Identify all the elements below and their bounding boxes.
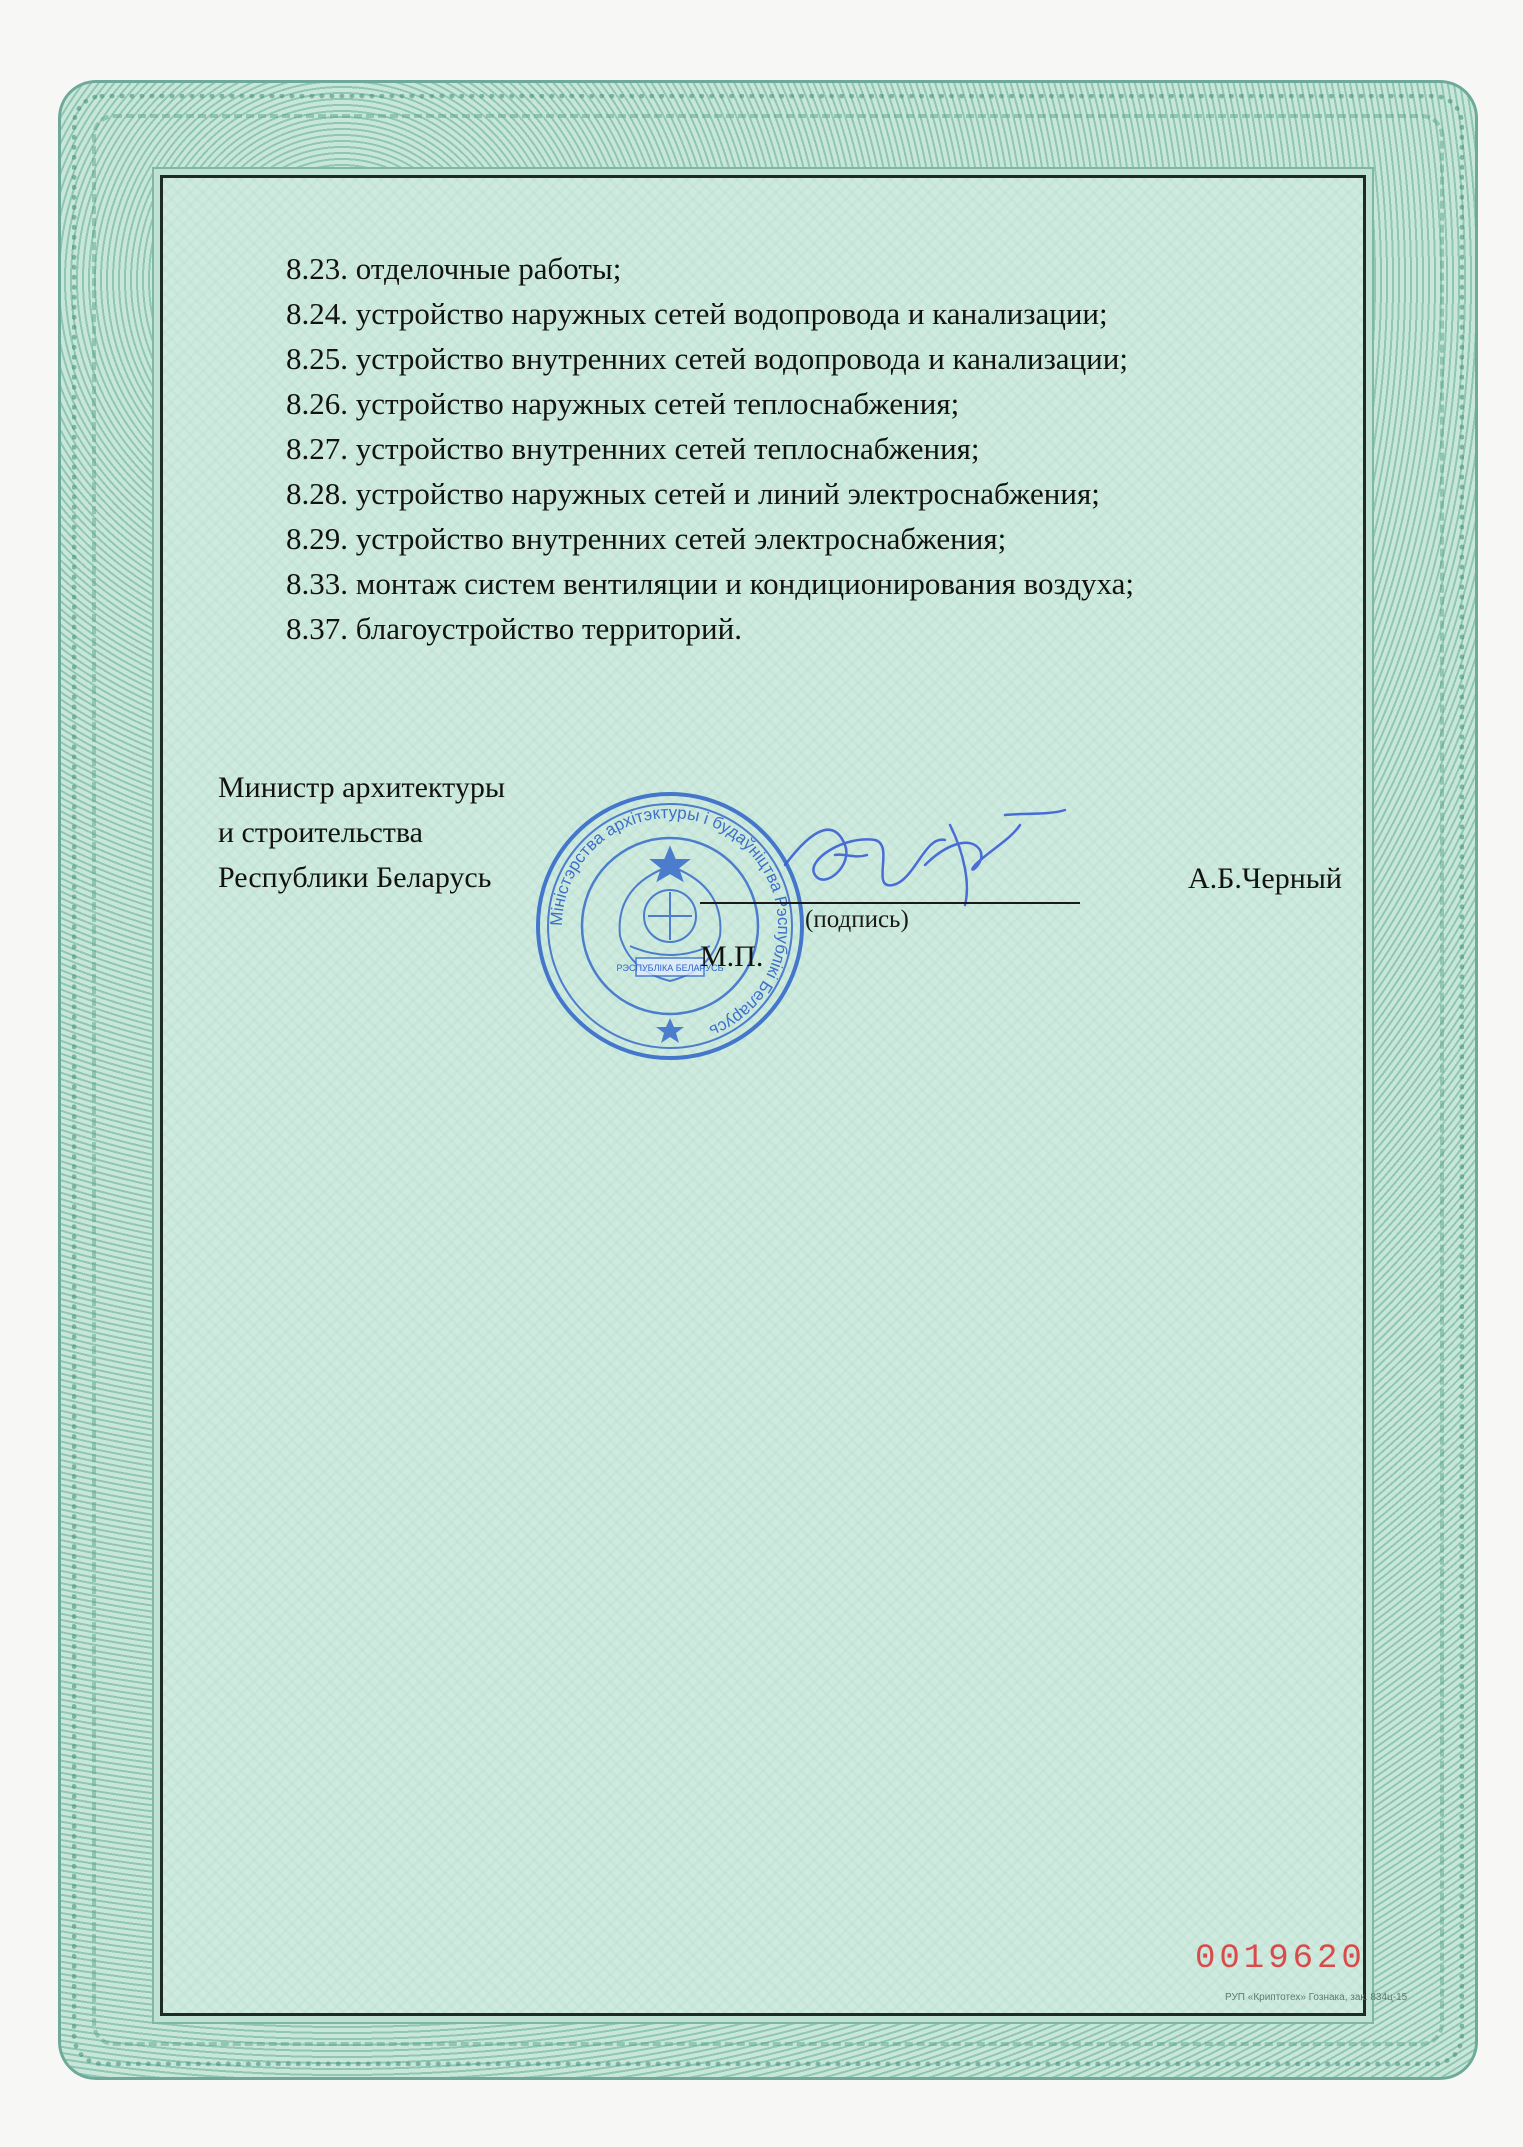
work-types-list: [286, 246, 1134, 651]
list-item: 8.25. устройство внутренних сетей водопровода и канализации;: [286, 341, 1128, 376]
list-item: 8.33. монтаж систем вентиляции и кондиционирования воздуха;: [286, 566, 1134, 601]
list-item: 8.24. устройство наружных сетей водопровода и канализации;: [286, 296, 1108, 331]
signature-caption: (подпись): [805, 906, 909, 933]
printer-note: РУП «Криптотех» Гознака, зак. 834ц-15: [1225, 1992, 1408, 2003]
signatory-line-1: Министр архитектуры: [218, 771, 505, 804]
signatory-line-2: и строительства: [218, 816, 423, 849]
signatory-name: А.Б.Черный: [1188, 862, 1342, 895]
serial-number: 0019620: [1195, 1940, 1366, 1978]
official-seal-icon: [530, 786, 810, 1066]
list-item: 8.37. благоустройство территорий.: [286, 611, 742, 646]
seal-inner-text: РЭСПУБЛІКА БЕЛАРУСЬ: [616, 963, 724, 973]
signature-icon: [775, 795, 1075, 915]
seal-outer-text: Міністэрства архітэктуры і будаўніцтва Рэспублікі Беларусь: [546, 802, 794, 1041]
list-item: 8.23. отделочные работы;: [286, 251, 622, 286]
signatory-line-3: Республики Беларусь: [218, 861, 492, 894]
signatory-title: [218, 765, 505, 900]
list-item: 8.29. устройство внутренних сетей электроснабжения;: [286, 521, 1007, 556]
list-item: 8.27. устройство внутренних сетей теплоснабжения;: [286, 431, 980, 466]
list-item: 8.28. устройство наружных сетей и линий электроснабжения;: [286, 476, 1100, 511]
list-item: 8.26. устройство наружных сетей теплоснабжения;: [286, 386, 960, 421]
signature-line: [700, 902, 1080, 904]
stamp-place-label: М.П.: [700, 940, 764, 973]
